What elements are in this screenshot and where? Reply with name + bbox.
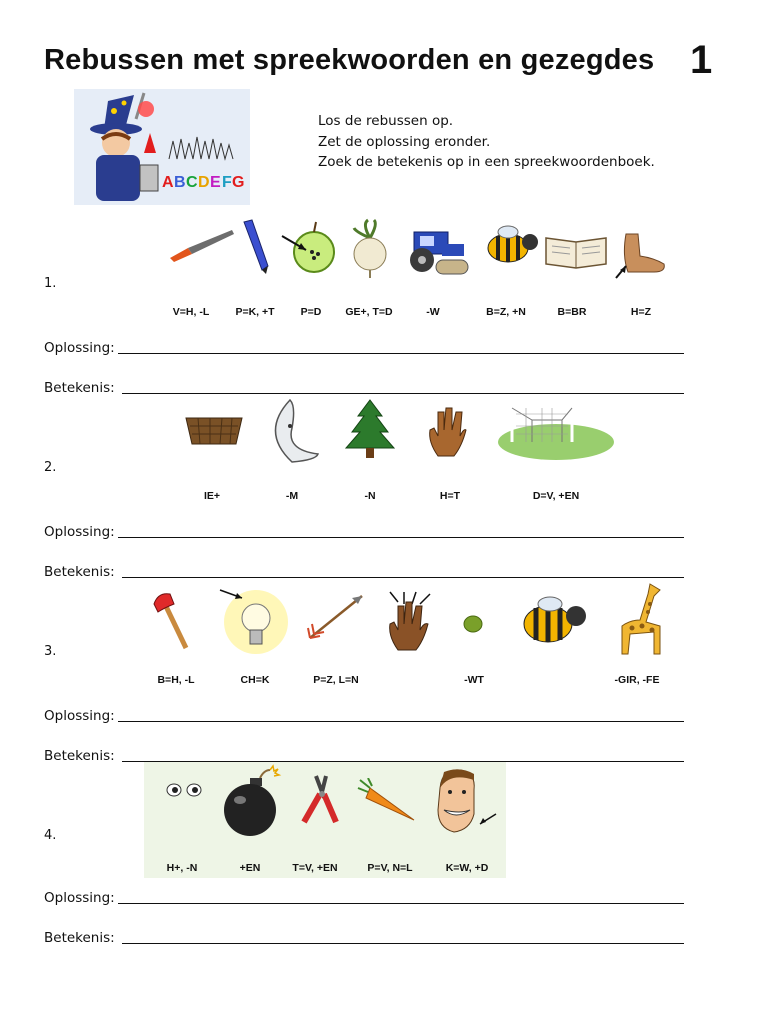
clue-label: K=W, +D: [445, 862, 489, 874]
pea-icon: [462, 614, 484, 634]
clue-label: V=H, -L: [172, 306, 210, 318]
moon-icon: [266, 398, 320, 464]
meaning-field[interactable]: [44, 376, 684, 396]
clue-label: H=Z: [630, 306, 652, 318]
clue-label: D=V, +EN: [532, 490, 580, 502]
clue-label: B=H, -L: [157, 674, 195, 686]
meaning-line: [122, 943, 684, 944]
solution-line: [118, 537, 684, 538]
clue-label: B=BR: [557, 306, 587, 318]
meaning-label: Betekenis:: [44, 748, 115, 764]
clue-label: P=Z, L=N: [313, 674, 359, 686]
instruction-line: Los de rebussen op.: [318, 113, 454, 129]
book-icon: [544, 230, 608, 270]
clue-label: -GIR, -FE: [614, 674, 660, 686]
fingers-icon: [384, 590, 436, 652]
tree-icon: [344, 398, 396, 460]
instruction-line: Zoek de betekenis op in een spreekwoordenboek.: [318, 154, 655, 170]
bee-icon: [484, 222, 540, 268]
solution-field[interactable]: [44, 520, 684, 540]
page-number: 1: [690, 38, 713, 82]
instruction-line: Zet de oplossing eronder.: [318, 133, 491, 150]
svg-text:G: G: [232, 174, 245, 191]
clue-label: P=K, +T: [235, 306, 275, 318]
solution-field[interactable]: [44, 704, 684, 724]
solution-label: Oplossing:: [44, 340, 115, 356]
clue-label: P=V, N=L: [367, 862, 413, 874]
apple-icon: [278, 218, 340, 276]
foot-icon: [614, 226, 670, 282]
svg-text:D: D: [198, 174, 210, 191]
clue-label: -M: [285, 490, 299, 502]
solution-label: Oplossing:: [44, 890, 115, 906]
meaning-label: Betekenis:: [44, 930, 115, 946]
solution-field[interactable]: [44, 886, 684, 906]
clue-label: -N: [364, 490, 376, 502]
meaning-line: [122, 393, 684, 394]
knife-icon: [166, 224, 236, 264]
face-icon: [430, 766, 502, 838]
bee-icon: [518, 594, 588, 648]
svg-text:C: C: [186, 174, 198, 191]
clue-label: H+, -N: [166, 862, 198, 874]
svg-text:F: F: [222, 174, 232, 191]
meaning-line: [122, 577, 684, 578]
solution-line: [118, 353, 684, 354]
meaning-field[interactable]: [44, 926, 684, 946]
page-title: Rebussen met spreekwoorden en gezegdes: [44, 44, 655, 76]
svg-text:E: E: [210, 174, 221, 191]
svg-text:B: B: [174, 174, 186, 191]
meaning-field[interactable]: [44, 560, 684, 580]
solution-label: Oplossing:: [44, 708, 115, 724]
instructions: [318, 111, 655, 173]
clue-label: H=T: [439, 490, 461, 502]
goal-icon: [496, 402, 616, 462]
clue-label: CH=K: [240, 674, 270, 686]
eyes-icon: [164, 780, 204, 800]
clue-label: +EN: [239, 862, 261, 874]
meaning-label: Betekenis:: [44, 564, 115, 580]
turnip-icon: [348, 218, 392, 280]
giraffe-icon: [610, 582, 668, 656]
carrot-icon: [356, 778, 418, 824]
clue-label: -WT: [464, 674, 484, 686]
clue-label: P=D: [300, 306, 322, 318]
axe-icon: [152, 590, 192, 652]
clue-label: T=V, +EN: [292, 862, 338, 874]
clue-label: GE+, T=D: [345, 306, 393, 318]
clue-label: IE+: [203, 490, 221, 502]
hand-icon: [424, 406, 468, 460]
pen-icon: [240, 218, 274, 274]
exercise-number: 1.: [44, 276, 57, 291]
pliers-icon: [296, 772, 340, 826]
bomb-icon: [220, 764, 282, 838]
meaning-label: Betekenis:: [44, 380, 115, 396]
lightbulb-icon: [218, 584, 294, 656]
solution-field[interactable]: [44, 336, 684, 356]
clue-label: -W: [426, 306, 440, 318]
wizard-illustration-icon: [74, 89, 250, 205]
solution-line: [118, 903, 684, 904]
svg-text:A: A: [162, 174, 174, 191]
exercise-number: 3.: [44, 644, 57, 659]
tractor-icon: [404, 222, 470, 276]
exercise-number: 2.: [44, 460, 57, 475]
solution-label: Oplossing:: [44, 524, 115, 540]
clue-label: B=Z, +N: [486, 306, 526, 318]
exercise-number: 4.: [44, 828, 57, 843]
basket-icon: [184, 408, 244, 448]
arrow-icon: [304, 590, 370, 644]
meaning-field[interactable]: [44, 744, 684, 764]
solution-line: [118, 721, 684, 722]
